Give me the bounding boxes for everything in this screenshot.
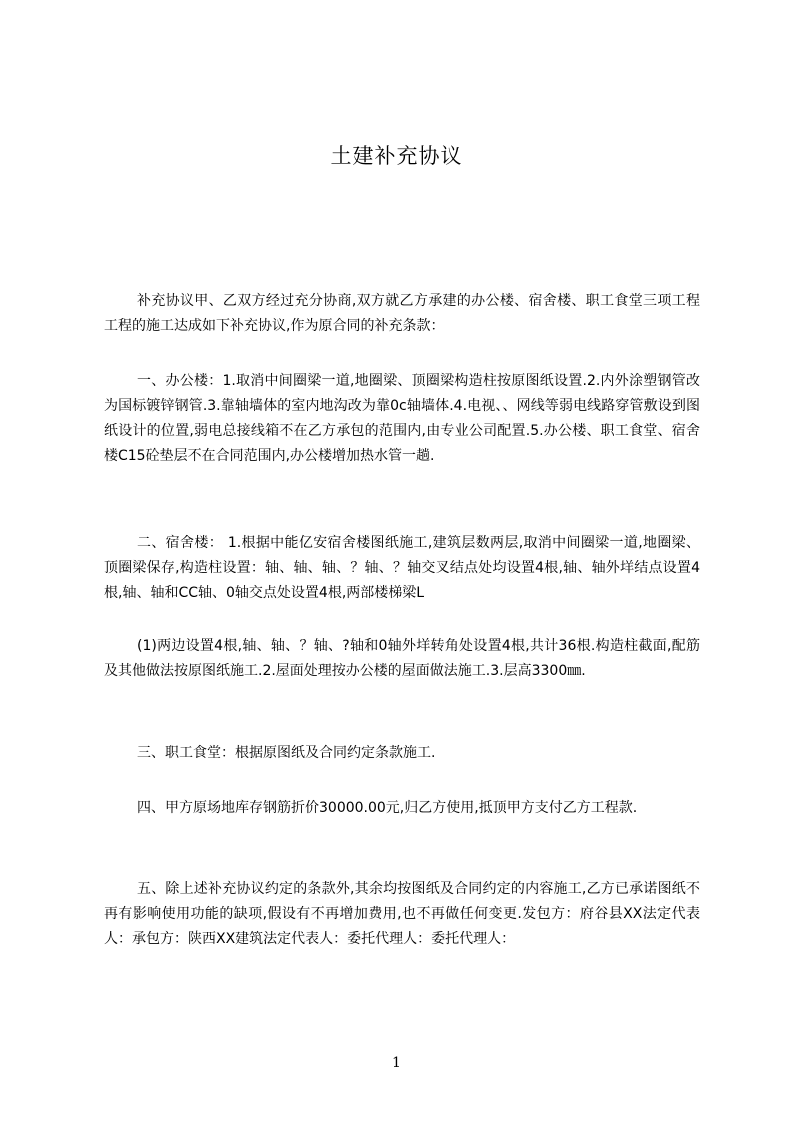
paragraph-preamble: 补充协议甲、乙双方经过充分协商,双方就乙方承建的办公楼、宿舍楼、职工食堂三项工程工程的施工达成如下补充协议,作为原合同的补充条款： — [104, 293, 700, 334]
paragraph-dormitory-continued: (1)两边设置4根,轴、轴、？轴、?轴和0轴外垟转角处设置4根,共计36根.构造柱截面,配筋及其他做法按原图纸施工.2.屋面处理按办公楼的屋面做法施工.3.层高3300㎜. — [104, 638, 700, 679]
page-number: 1 — [392, 1055, 401, 1071]
paragraph-rebar-offset: 四、甲方原场地库存钢筋折价30000.00元,归乙方使用,抵顶甲方支付乙方工程款. — [137, 800, 638, 816]
paragraph-dormitory: 二、宿舍楼： 1.根据中能亿安宿舍楼图纸施工,建筑层数两层,取消中间圈梁一道,地圈梁、顶圈梁保存,构造柱设置：轴、轴、轴、？轴、？轴交叉结点处均设置4根,轴、轴外垟结点设置4根,轴、轴和CC轴、0轴交点处设置4根,两部楼梯梁L — [104, 535, 700, 601]
paragraph-office-building: 一、办公楼：1.取消中间圈梁一道,地圈梁、顶圈梁构造柱按原图纸设置.2.内外涂塑钢管改为国标镀锌钢管.3.靠轴墙体的室内地沟改为靠0c轴墙体.4.电视、、网线等弱电线路穿管敷设到图纸设计的位置,弱电总接线箱不在乙方承包的范围内,由专业公司配置.5.办公楼、职工食堂、宿舍楼C15砼垫层不在合同范围内,办公楼增加热水管一趟. — [104, 373, 700, 464]
paragraph-canteen: 三、职工食堂：根据原图纸及合同约定条款施工. — [137, 745, 436, 761]
paragraph-other-terms-signatures: 五、除上述补充协议约定的条款外,其余均按图纸及合同约定的内容施工,乙方已承诺图纸不再有影响使用功能的缺项,假设有不再增加费用,也不再做任何变更.发包方：府谷县XX法定代表人：承包方：陕西XX建筑法定代表人：委托代理人：委托代理人： — [104, 881, 700, 947]
document-title: 土建补充协议 — [330, 144, 463, 168]
